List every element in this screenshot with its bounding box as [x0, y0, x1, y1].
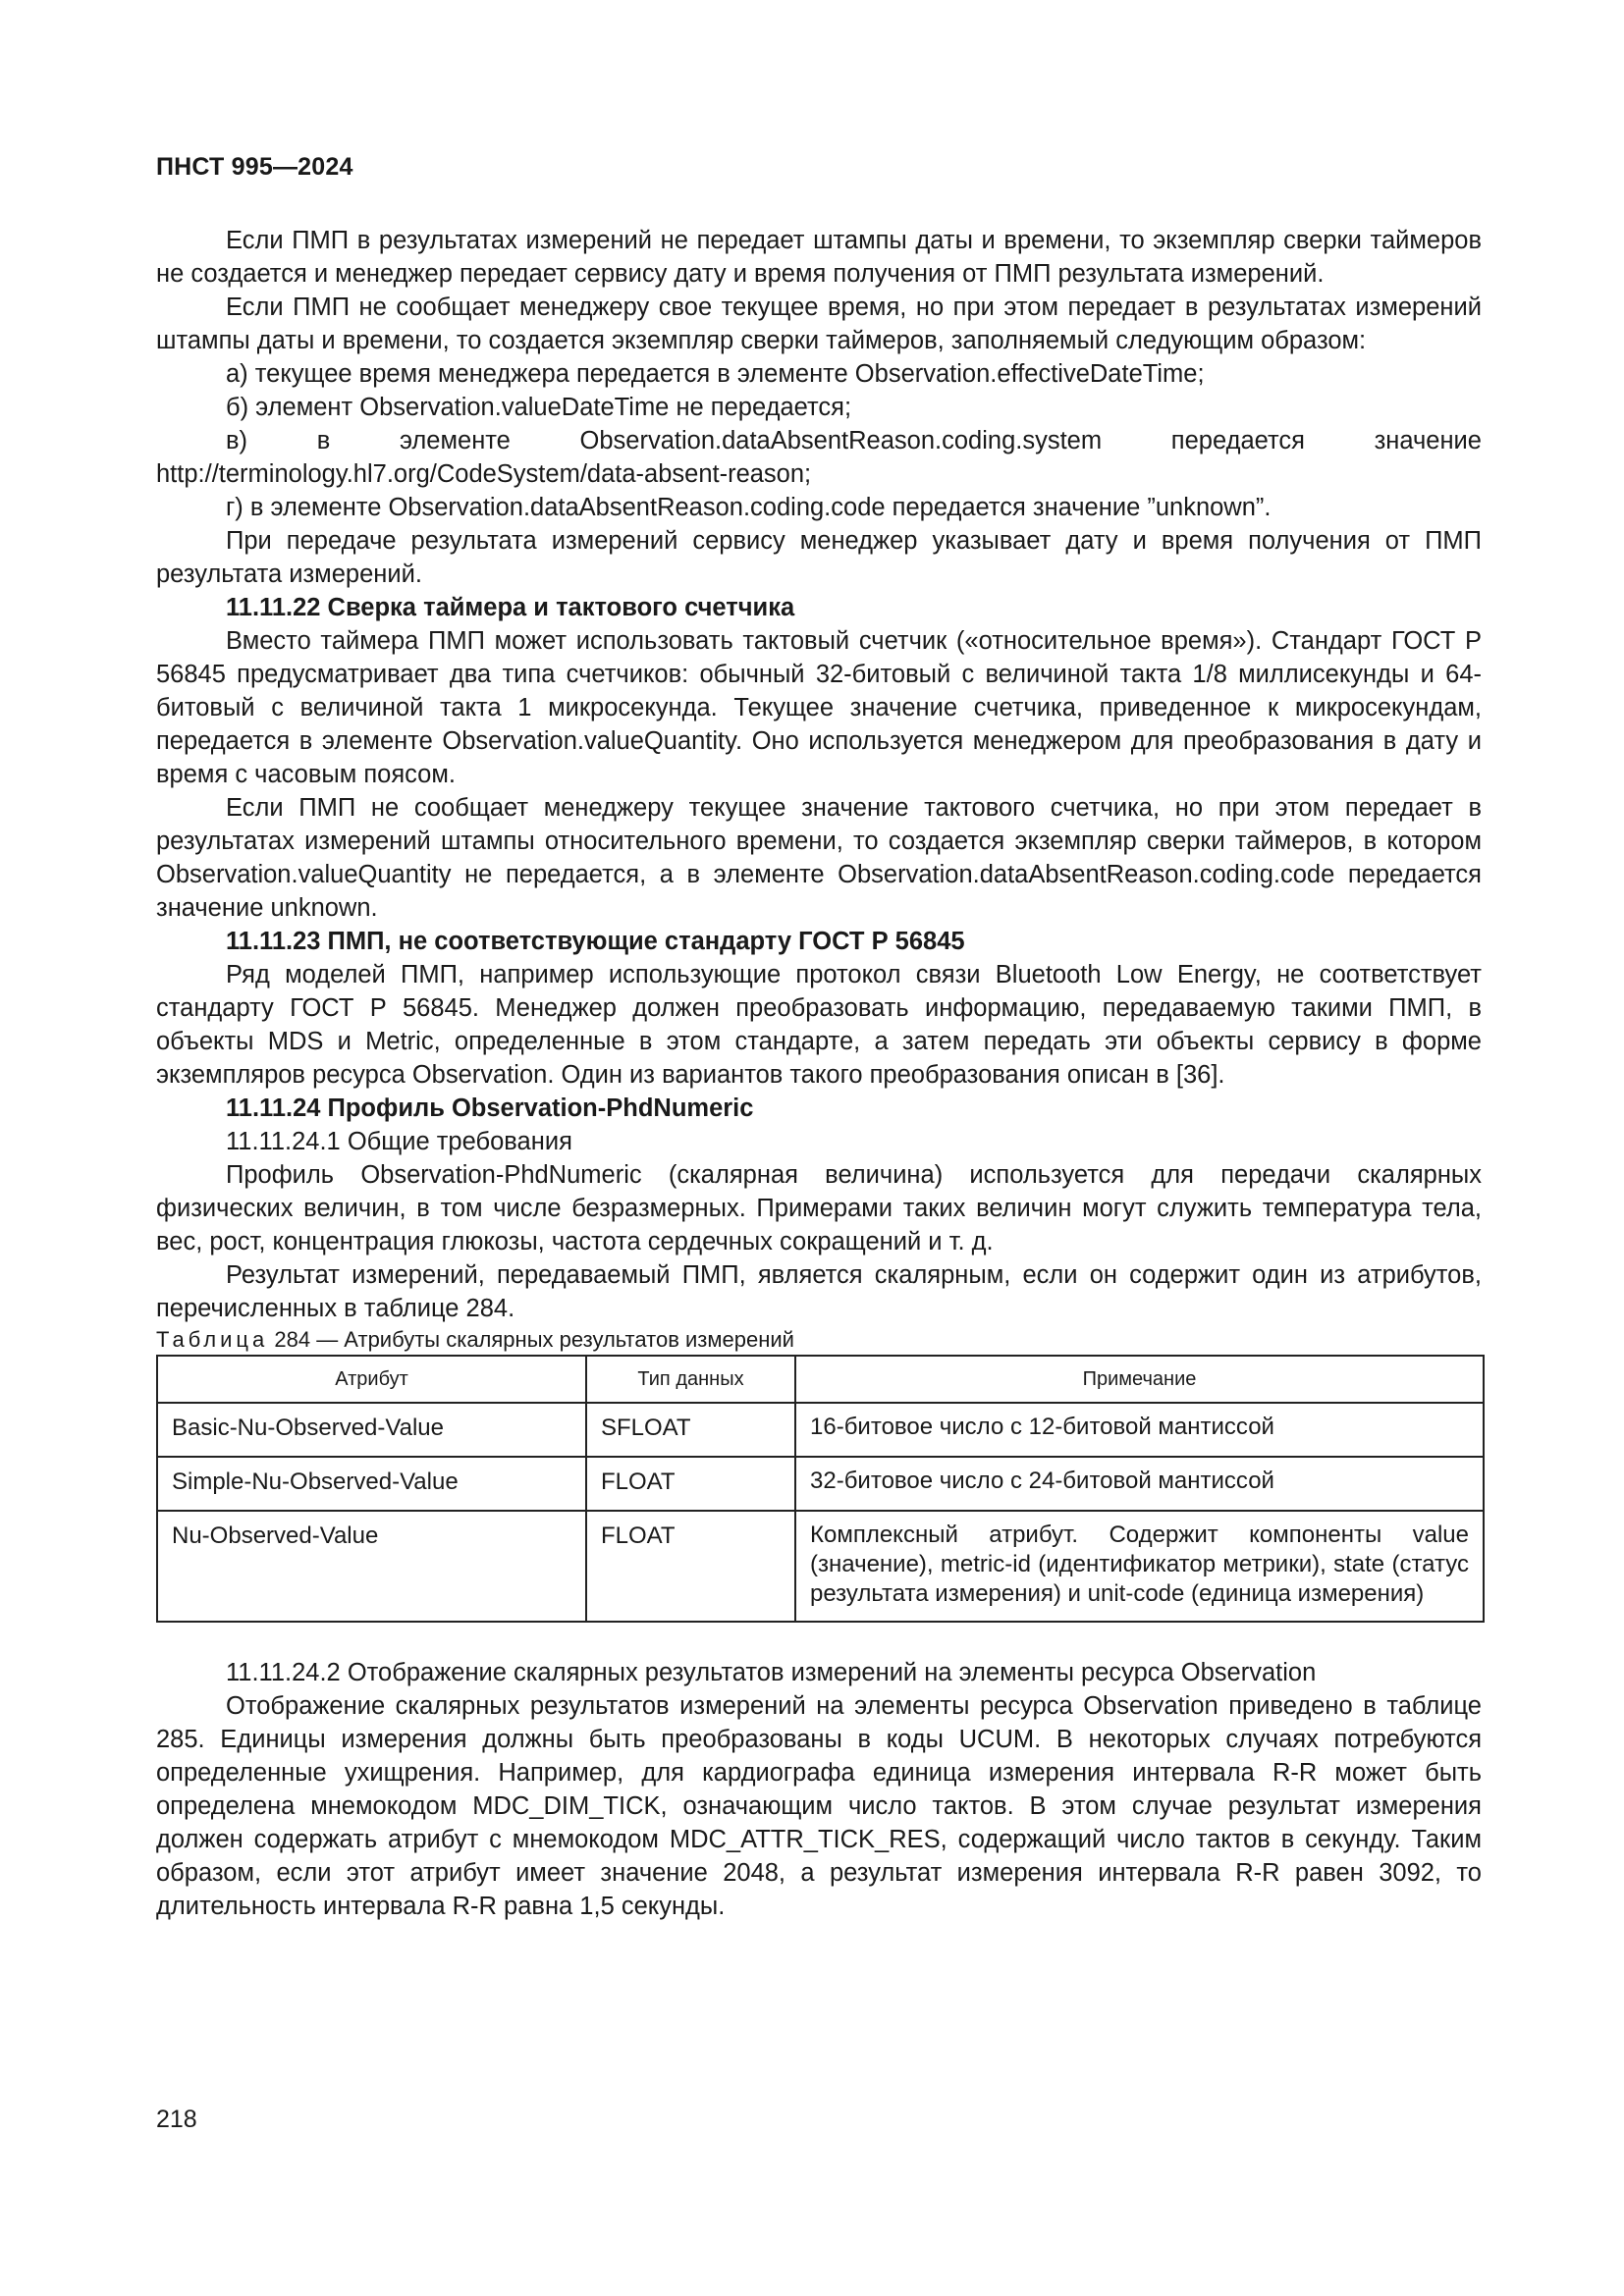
cell-attribute: Simple-Nu-Observed-Value — [157, 1457, 586, 1511]
table-row — [157, 1457, 1484, 1511]
cell-data-type: SFLOAT — [586, 1403, 795, 1457]
cell-data-type: FLOAT — [586, 1457, 795, 1511]
table-header-row — [157, 1356, 1484, 1403]
cell-attribute: Basic-Nu-Observed-Value — [157, 1403, 586, 1457]
table-row — [157, 1403, 1484, 1457]
cell-note: Комплексный атрибут. Содержит компоненты value (значение), metric-id (идентификатор метрики), state (статус результата измерения) и unit-code (единица измерения) — [795, 1511, 1484, 1622]
paragraph: Ряд моделей ПМП, например использующие протокол связи Bluetooth Low Energy, не соответствует стандарту ГОСТ Р 56845. Менеджер должен преобразовать информацию, передаваемую такими ПМП, в объекты MDS и Metric, определенные в этом стандарте, а затем передать эти объекты сервису в форме экземпляров ресурса Observation. Один из вариантов такого преобразования описан в [36]. — [156, 961, 1482, 1089]
paragraph: 11.11.24.1 Общие требования — [226, 1128, 572, 1155]
paragraph: Профиль Observation-PhdNumeric (скалярная величина) используется для передачи скалярных физических величин, в том числе безразмерных. Примерами таких величин могут служить температура тела, вес, рост, концентрация глюкозы, частота сердечных сокращений и т. д. — [156, 1161, 1482, 1255]
paragraph: Если ПМП не сообщает менеджеру свое текущее время, но при этом передает в результатах измерений штампы даты и времени, то создается экземпляр сверки таймеров, заполняемый следующим образом: — [156, 294, 1482, 354]
paragraph: Отображение скалярных результатов измерений на элементы ресурса Observation приведено в таблице 285. Единицы измерения должны быть преобразованы в коды UCUM. В некоторых случаях потребуются определенные ухищрения. Например, для кардиографа единица измерения интервала R-R может быть определена мнемокодом MDC_DIM_TICK, означающим число тактов. В этом случае результат измерения должен содержать атрибут с мнемокодом MDC_ATTR_TICK_RES, содержащий число тактов в секунду. Таким образом, если этот атрибут имеет значение 2048, а результат измерения интервала R-R равен 3092, то длительность интервала R-R равна 1,5 секунды. — [156, 1692, 1482, 1920]
table-caption-label: Таблица — [156, 1327, 269, 1352]
table-caption-title: 284 — Атрибуты скалярных результатов измерений — [268, 1327, 794, 1352]
cell-note: 16-битовое число с 12-битовой мантиссой — [795, 1403, 1484, 1457]
paragraph: 11.11.24.2 Отображение скалярных результатов измерений на элементы ресурса Observation — [226, 1659, 1317, 1686]
cell-attribute: Nu-Observed-Value — [157, 1511, 586, 1622]
paragraph: Вместо таймера ПМП может использовать тактовый счетчик («относительное время»). Стандарт ГОСТ Р 56845 предусматривает два типа счетчиков: обычный 32-битовый с величиной такта 1/8 миллисекунды и 64-битовый с величиной такта 1 микросекунда. Текущее значение счетчика, приведенное к микросекундам, передается в элементе Observation.valueQuantity. Оно используется менеджером для преобразования в дату и время с часовым поясом. — [156, 627, 1482, 788]
attributes-table — [156, 1355, 1485, 1623]
paragraph: При передаче результата измерений сервису менеджер указывает дату и время получения от ПМП результата измерений. — [156, 527, 1482, 588]
table-row — [157, 1511, 1484, 1622]
table-caption — [156, 1325, 1482, 1355]
paragraph: б) элемент Observation.valueDateTime не передается; — [226, 394, 852, 421]
section-heading: 11.11.24 Профиль Observation-PhdNumeric — [226, 1095, 754, 1122]
cell-data-type: FLOAT — [586, 1511, 795, 1622]
column-header-attribute: Атрибут — [157, 1356, 586, 1403]
column-header-data-type: Тип данных — [586, 1356, 795, 1403]
paragraph: Результат измерений, передаваемый ПМП, является скалярным, если он содержит один из атрибутов, перечисленных в таблице 284. — [156, 1261, 1482, 1322]
page-number: 218 — [156, 2106, 197, 2133]
document-body — [156, 224, 1482, 1923]
paragraph: г) в элементе Observation.dataAbsentReason.coding.code передается значение ”unknown”. — [226, 494, 1272, 521]
paragraph: а) текущее время менеджера передается в элементе Observation.effectiveDateTime; — [226, 360, 1205, 388]
paragraph: Если ПМП в результатах измерений не передает штампы даты и времени, то экземпляр сверки таймеров не создается и менеджер передает сервису дату и время получения от ПМП результата измерений. — [156, 227, 1482, 288]
paragraphs-after-table — [156, 1656, 1482, 1923]
column-header-note: Примечание — [795, 1356, 1484, 1403]
cell-note: 32-битовое число с 24-битовой мантиссой — [795, 1457, 1484, 1511]
document-id-header: ПНСТ 995—2024 — [156, 153, 353, 181]
section-heading: 11.11.22 Сверка таймера и тактового счетчика — [226, 594, 795, 621]
paragraph: Если ПМП не сообщает менеджеру текущее значение тактового счетчика, но при этом передает в результатах измерений штампы относительного времени, то создается экземпляр сверки таймеров, в котором Observation.valueQuantity не передается, а в элементе Observation.dataAbsentReason.coding.code передается значение unknown. — [156, 794, 1482, 922]
paragraphs-before-table — [156, 224, 1482, 1325]
section-heading: 11.11.23 ПМП, не соответствующие стандарту ГОСТ Р 56845 — [226, 928, 965, 955]
paragraph: в) в элементе Observation.dataAbsentReason.coding.system передается значение http://terminology.hl7.org/CodeSystem/data-absent-reason; — [156, 427, 1482, 488]
